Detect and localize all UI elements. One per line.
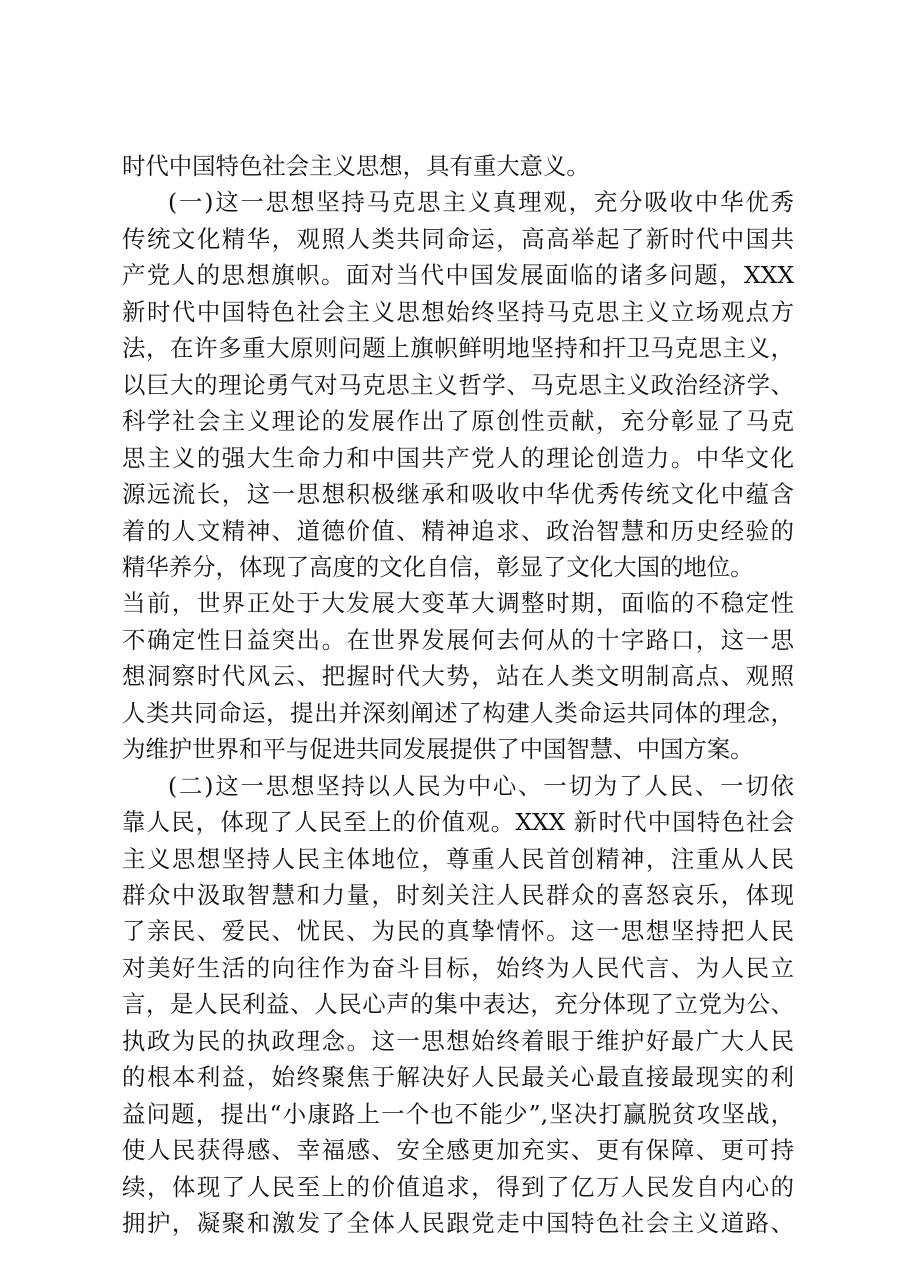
- text-line: 的根本利益，始终聚焦于解决好人民最关心最直接最现实的利: [122, 1063, 794, 1092]
- text-line: 着的人文精神、道德价值、精神追求、政治智慧和历史经验的: [122, 516, 794, 545]
- text-line: 为维护世界和平与促进共同发展提供了中国智慧、中国方案。: [122, 735, 754, 764]
- text-line: 不确定性日益突出。在世界发展何去何从的十字路口，这一思: [122, 625, 794, 654]
- text-line: 精华养分，体现了高度的文化自信，彰显了文化大国的地位。: [122, 552, 754, 581]
- text-line: 传统文化精华，观照人类共同命运，高高举起了新时代中国共: [122, 224, 794, 253]
- text-line: 想洞察时代风云、把握时代大势，站在人类文明制高点、观照: [122, 662, 794, 691]
- text-line: 以巨大的理论勇气对马克思主义哲学、马克思主义政治经济学、: [122, 370, 794, 399]
- text-line: 言，是人民利益、人民心声的集中表达，充分体现了立党为公、: [122, 990, 794, 1019]
- text-line: 益问题，提出“小康路上一个也不能少”,坚决打赢脱贫攻坚战，: [122, 1099, 794, 1128]
- text-line: 科学社会主义理论的发展作出了原创性贡献，充分彰显了马克: [122, 407, 794, 436]
- text-line: 时代中国特色社会主义思想，具有重大意义。: [122, 152, 590, 180]
- text-line: 产党人的思想旗帜。面对当代中国发展面临的诸多问题，XXX: [122, 261, 794, 290]
- text-line: 对美好生活的向往作为奋斗目标，始终为人民代言、为人民立: [122, 953, 794, 982]
- text-line: 靠人民，体现了人民至上的价值观。XXX 新时代中国特色社会: [122, 808, 794, 837]
- text-line: 拥护，凝聚和激发了全体人民跟党走中国特色社会主义道路、: [122, 1209, 794, 1238]
- text-line: 新时代中国特色社会主义思想始终坚持马克思主义立场观点方: [122, 297, 794, 326]
- text-line: 群众中汲取智慧和力量，时刻关注人民群众的喜怒哀乐，体现: [122, 881, 794, 909]
- text-line: 法，在许多重大原则问题上旗帜鲜明地坚持和扞卫马克思主义，: [122, 334, 794, 363]
- text-line: 人类共同命运，提出并深刻阐述了构建人类命运共同体的理念，: [122, 698, 794, 727]
- text-line: 思主义的强大生命力和中国共产党人的理论创造力。中华文化: [122, 443, 794, 472]
- paragraph-first-line: (一)这一思想坚持马克思主义真理观，充分吸收中华优秀: [168, 188, 794, 217]
- text-line: 了亲民、爱民、忧民、为民的真挚情怀。这一思想坚持把人民: [122, 917, 794, 946]
- text-line: 执政为民的执政理念。这一思想始终着眼于维护好最广大人民: [122, 1026, 794, 1055]
- text-line: 当前，世界正处于大发展大变革大调整时期，面临的不稳定性: [122, 589, 794, 618]
- text-line: 使人民获得感、幸福感、安全感更加充实、更有保障、更可持: [122, 1136, 794, 1165]
- paragraph-first-line: (二)这一思想坚持以人民为中心、一切为了人民、一切依: [168, 771, 794, 800]
- text-line: 续，体现了人民至上的价值追求，得到了亿万人民发自内心的: [122, 1172, 794, 1201]
- text-line: 源远流长，这一思想积极继承和吸收中华优秀传统文化中蕴含: [122, 480, 794, 509]
- text-line: 主义思想坚持人民主体地位，尊重人民首创精神，注重从人民: [122, 844, 794, 873]
